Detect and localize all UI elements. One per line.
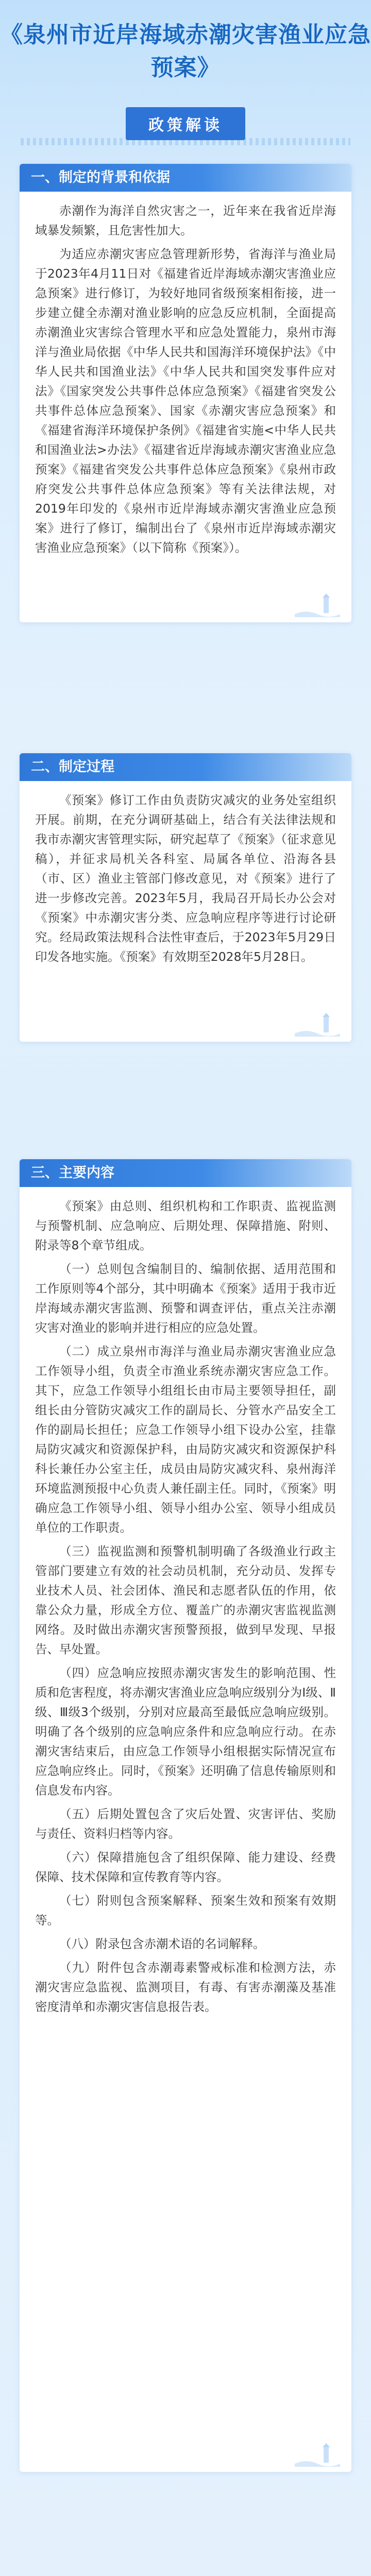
section-body bbox=[20, 781, 351, 967]
lighthouse-decoration-icon bbox=[295, 1013, 340, 1037]
paragraph: （九）附件包含赤潮毒素警戒标准和检测方法，赤潮灾害应急监视、监测项目，有毒、有害赤潮藻及基准密度清单和赤潮灾害信息报告表。 bbox=[35, 1960, 336, 2014]
paragraph: （四）应急响应按照赤潮灾害发生的影响范围、性质和危害程度，将赤潮灾害渔业应急响应级别分为Ⅰ级、Ⅱ级、Ⅲ级3个级别，分别对应最高至最低应急响应级别。明确了各个级别的应急响应条件和应急响应行动。在赤潮灾害结束后，由应急工作领导小组根据实际情况宣布应急响应终止。同时，《预案》还明确了信息传输原则和信息发布内容。 bbox=[35, 1666, 336, 1798]
page-title: 《泉州市近岸海域赤潮灾害渔业应急预案》 bbox=[0, 22, 371, 81]
paragraph: 赤潮作为海洋自然灾害之一，近年来在我省近岸海域暴发频繁，且危害性加大。 bbox=[35, 204, 336, 238]
paragraph: 《预案》修订工作由负责防灾减灾的业务处室组织开展。前期，在充分调研基础上，结合有关法律法规和我市赤潮灾害管理实际，研究起草了《预案》（征求意见稿），并征求局机关各科室、局属各单位、沿海各县（市、区）渔业主管部门修改意见，对《预案》进行了进一步修改完善。2023年5月，我局召开局长办公会对《预案》中赤潮灾害分类、应急响应程序等进行讨论研究。经局政策法规科合法性审查后，于2023年5月29日印发各地实施。《预案》有效期至2028年5月28日。 bbox=[35, 793, 336, 964]
lighthouse-decoration-icon bbox=[295, 594, 340, 617]
section-background bbox=[20, 753, 351, 1042]
paragraph: 《预案》由总则、组织机构和工作职责、监视监测与预警机制、应急响应、后期处理、保障措施、附则、附录等8个章节组成。 bbox=[35, 1199, 336, 1252]
section-heading: 二、制定过程 bbox=[20, 753, 351, 781]
paragraph: （三）监视监测和预警机制明确了各级渔业行政主管部门要建立有效的社会动员机制，充分动员、发挥专业技术人员、社会团体、渔民和志愿者队伍的作用，依靠公众力量，形成全方位、覆盖广的赤潮灾害监视监测网络。及时做出赤潮灾害预警预报，做到早发现、早报告、早处置。 bbox=[35, 1544, 336, 1656]
paragraph: （一）总则包含编制目的、编制依据、适用范围和工作原则等4个部分，其中明确本《预案》适用于我市近岸海域赤潮灾害监测、预警和调查评估，重点关注赤潮灾害对渔业的影响并进行相应的应急处置。 bbox=[35, 1262, 336, 1335]
policy-interpretation-tag: 政策解读 bbox=[126, 107, 245, 140]
page-header bbox=[0, 0, 371, 155]
paragraph: （二）成立泉州市海洋与渔业局赤潮灾害渔业应急工作领导小组，负责全市渔业系统赤潮灾害应急工作。其下，应急工作领导小组组长由市局主要领导担任，副组长由分管防灾减灾工作的副局长、分管水产品安全工作的副局长担任；应急工作领导小组下设办公室，挂靠局防灾减灾和资源保护科，由局防灾减灾和资源保护科科长兼任办公室主任，成员由局防灾减灾科、泉州海洋环境监测预报中心负责人兼任副主任。同时，《预案》明确应急工作领导小组、领导小组办公室、领导小组成员单位的工作职责。 bbox=[35, 1344, 336, 1535]
paragraph: 为适应赤潮灾害应急管理新形势，省海洋与渔业局于2023年4月11日对《福建省近岸海域赤潮灾害渔业应急预案》进行修订，为较好地同省级预案相衔接，进一步建立健全赤潮对渔业影响的应急反应机制，全面提高赤潮渔业灾害综合管理水平和应急处置能力，泉州市海洋与渔业局依据《中华人民共和国海洋环境保护法》《中华人民共和国渔业法》《中华人民共和国突发事件应对法》《国家突发公共事件总体应急预案》《福建省突发公共事件总体应急预案》、国家《赤潮灾害应急预案》和《福建省海洋环境保护条例》《福建省实施<中华人民共和国渔业法>办法》《福建省近岸海域赤潮灾害渔业应急预案》《福建省突发公共事件总体应急预案》《泉州市政府突发公共事件总体应急预案》等有关法律法规，对2019年印发的《泉州市近岸海域赤潮灾害渔业应急预案》进行了修订，编制出台了《泉州市近岸海域赤潮灾害渔业应急预案》（以下简称《预案》）。 bbox=[35, 247, 336, 555]
paragraph: （七）附则包含预案解释、预案生效和预案有效期等。 bbox=[35, 1893, 336, 1927]
section-body bbox=[20, 192, 351, 557]
paragraph: （八）附录包含赤潮术语的名词解释。 bbox=[59, 1937, 265, 1951]
lighthouse-decoration-icon bbox=[295, 2443, 340, 2467]
paragraph: （六）保障措施包含了组织保障、能力建设、经费保障、技术保障和宣传教育等内容。 bbox=[35, 1850, 336, 1884]
section-body bbox=[20, 1187, 351, 2016]
section-heading: 三、主要内容 bbox=[20, 1159, 351, 1187]
paragraph: （五）后期处置包含了灾后处置、灾害评估、奖励与责任、资料归档等内容。 bbox=[35, 1807, 336, 1841]
section-heading: 一、制定的背景和依据 bbox=[20, 164, 351, 192]
section-background bbox=[20, 1159, 351, 2472]
section-background bbox=[20, 164, 351, 622]
